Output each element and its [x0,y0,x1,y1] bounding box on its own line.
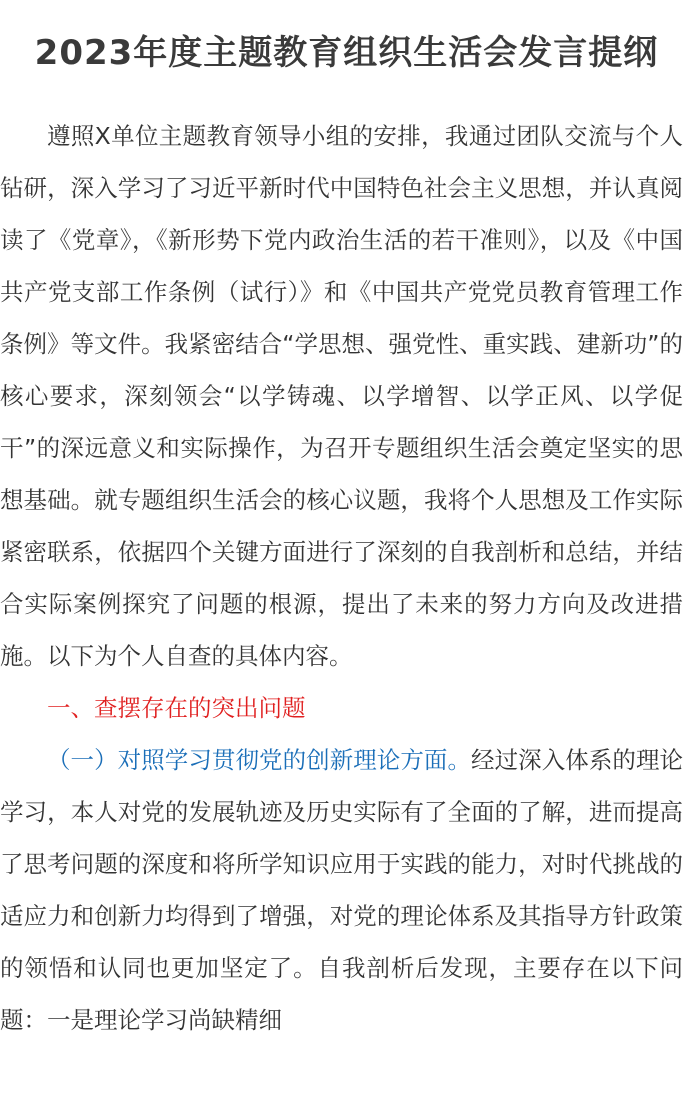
subsection-text: 经过深入体系的理论学习，本人对党的发展轨迹及历史实际有了全面的了解，进而提高了思考问题的深度和将所学知识应用于实践的能力，对时代挑战的适应力和创新力均得到了增强，对党的理论体系及其指导方针政策的领悟和认同也更加坚定了。自我剖析后发现，主要存在以下问题：一是理论学习尚缺精细 [0,746,684,1034]
section-heading: 一、查摆存在的突出问题 [47,694,306,722]
subsection-heading: （一）对照学习贯彻党的创新理论方面。 [47,746,472,774]
subsection-paragraph [0,734,683,1046]
document-body [0,110,683,1046]
intro-paragraph: 遵照X单位主题教育领导小组的安排，我通过团队交流与个人钻研，深入学习了习近平新时代中国特色社会主义思想，并认真阅读了《党章》，《新形势下党内政治生活的若干准则》，以及《中国共产党支部工作条例（试行）》和《中国共产党党员教育管理工作条例》等文件。我紧密结合“学思想、强党性、重实践、建新功”的核心要求，深刻领会“以学铸魂、以学增智、以学正风、以学促干”的深远意义和实际操作，为召开专题组织生活会奠定坚实的思想基础。就专题组织生活会的核心议题，我将个人思想及工作实际紧密联系，依据四个关键方面进行了深刻的自我剖析和总结，并结合实际案例探究了问题的根源，提出了未来的努力方向及改进措施。以下为个人自查的具体内容。 [0,122,683,670]
document-title: 2023年度主题教育组织生活会发言提纲 [34,33,659,73]
